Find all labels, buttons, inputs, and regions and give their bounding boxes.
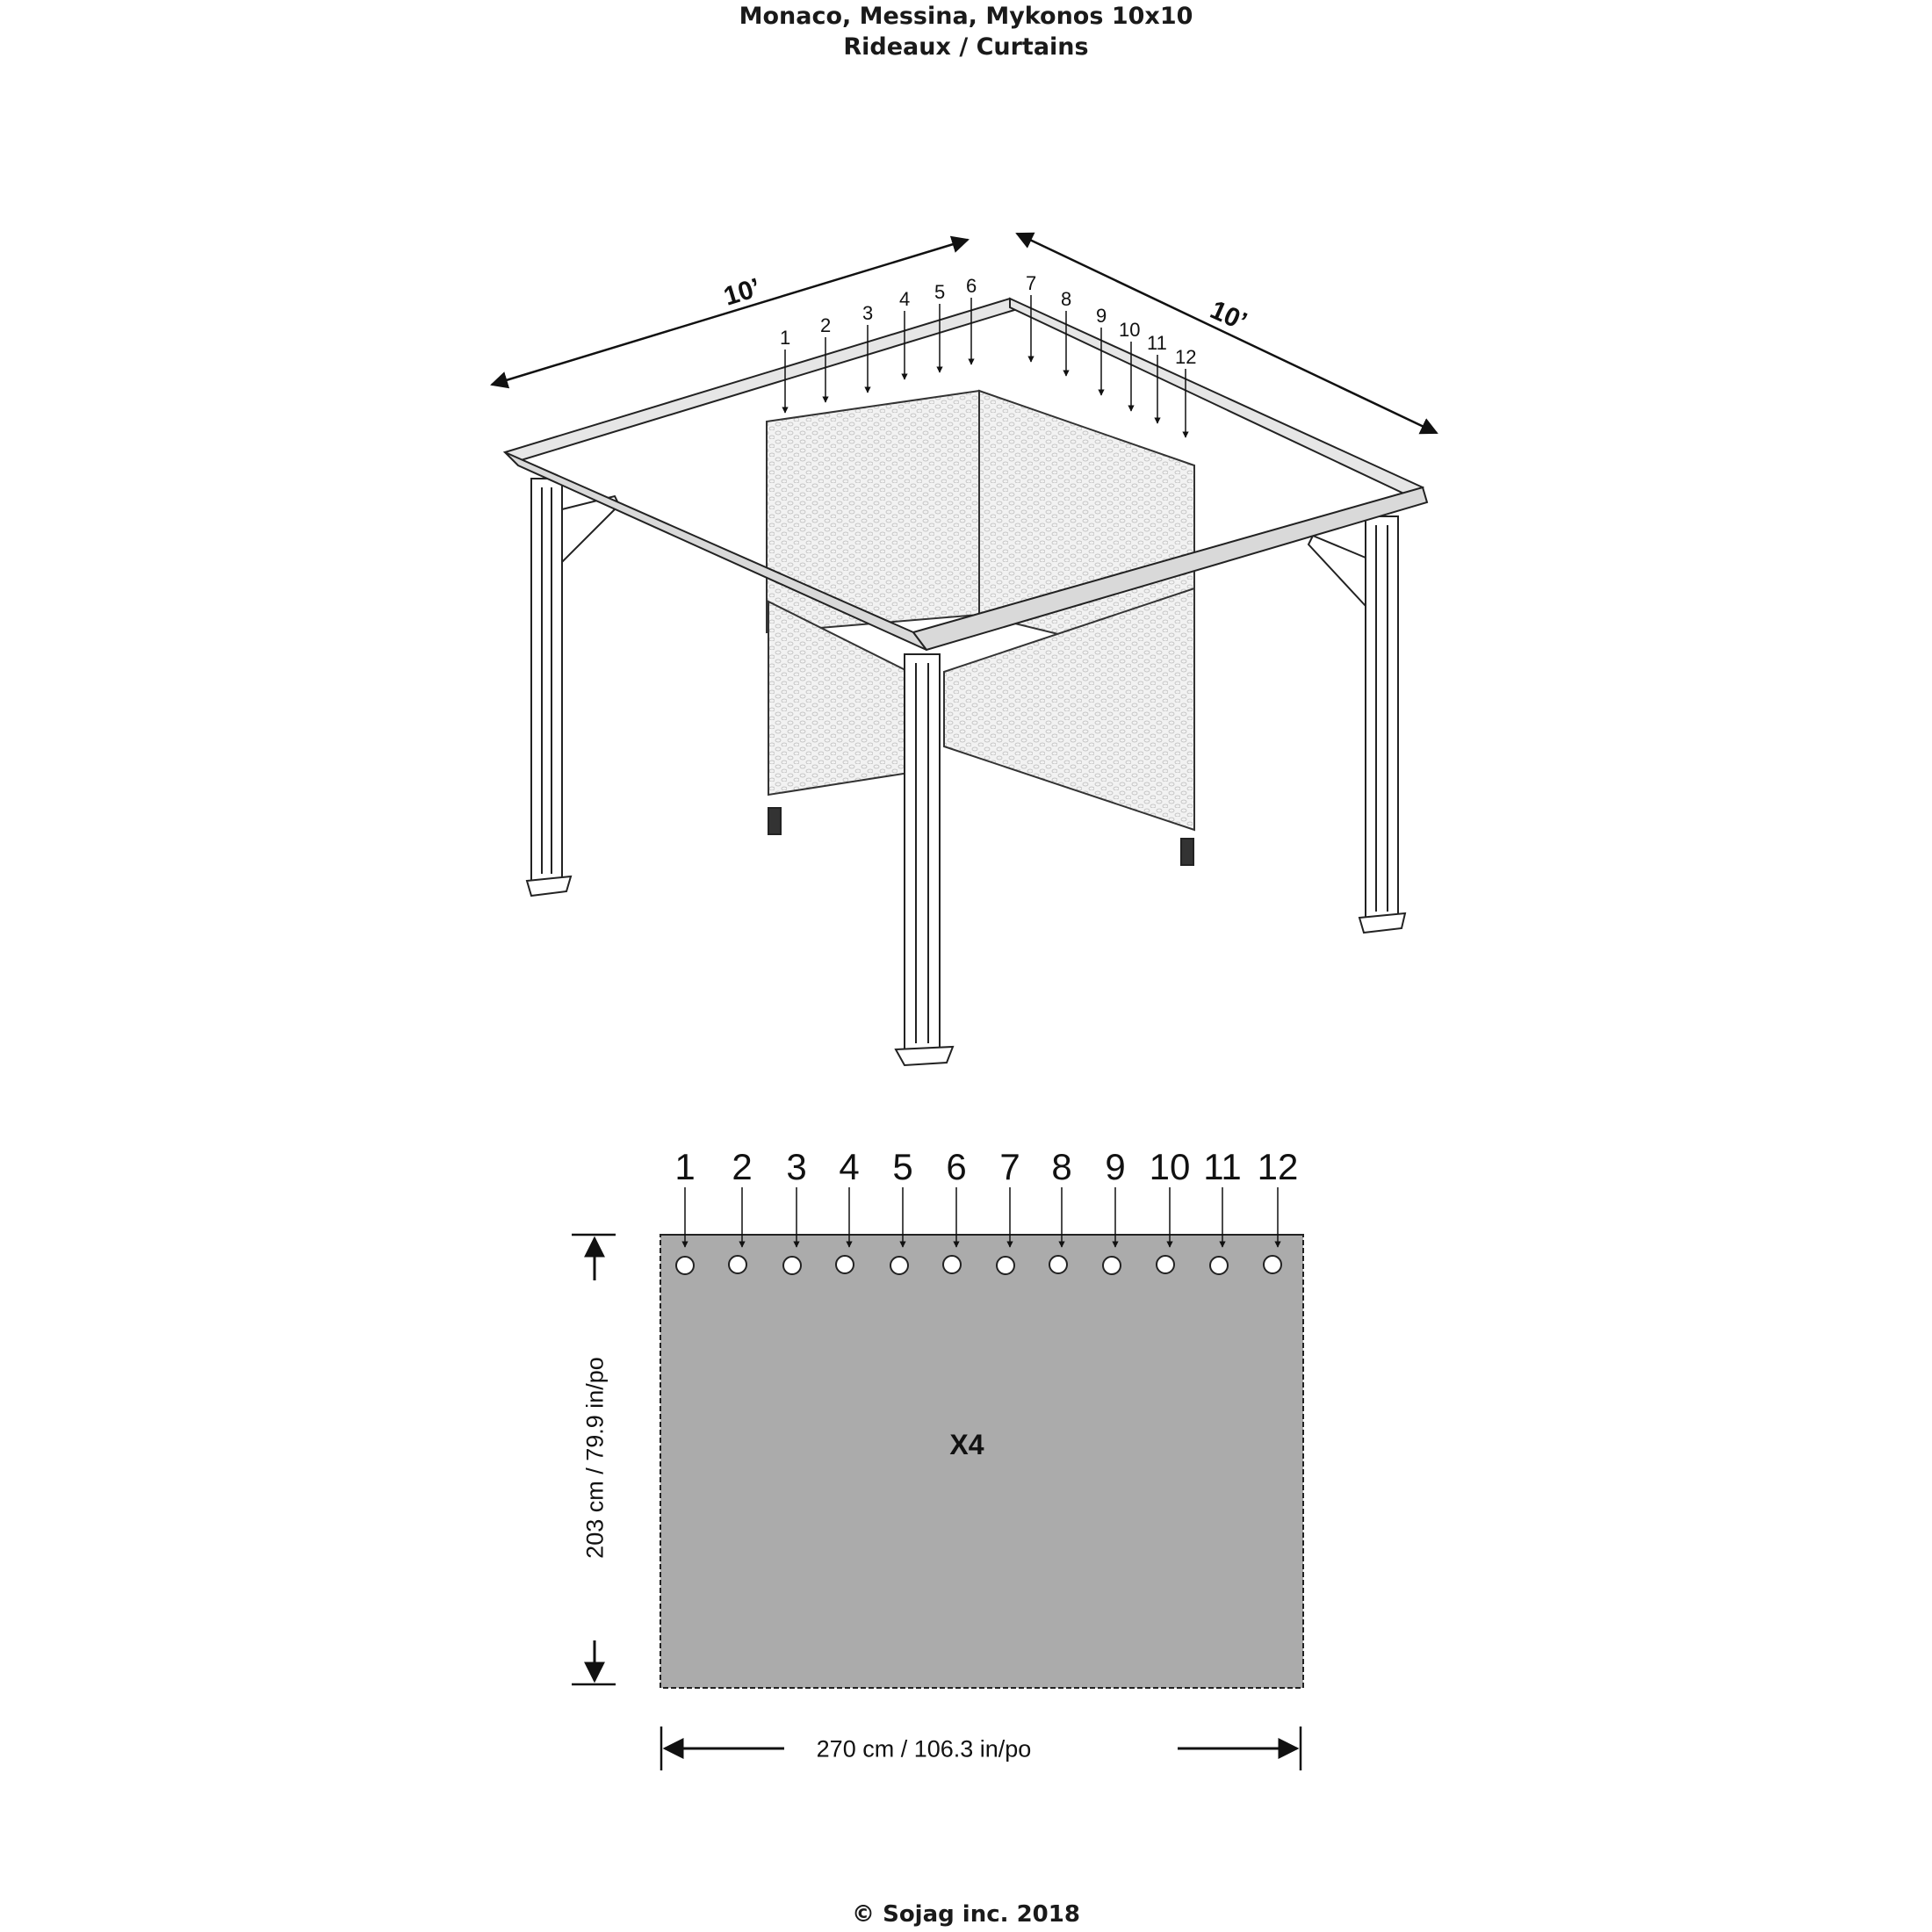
gazebo-hook-label: 1: [780, 327, 791, 349]
grommet-label: 8: [1051, 1146, 1072, 1187]
gazebo-frame: [505, 299, 1427, 1065]
curtain-quantity: X4: [949, 1429, 984, 1460]
curtain-grommet-labels: [674, 1146, 1298, 1187]
gazebo-hook-label: 9: [1096, 305, 1107, 327]
gazebo-hook-label: 8: [1061, 288, 1072, 310]
side-length-right-label: 10’: [1206, 295, 1251, 337]
grommet-label: 9: [1105, 1146, 1126, 1187]
grommet-label: 6: [946, 1146, 967, 1187]
grommet-label: 10: [1149, 1146, 1191, 1187]
curtain-panel: [660, 1235, 1303, 1688]
gazebo-hook-label: 2: [820, 314, 832, 336]
grommet: [1264, 1256, 1281, 1273]
grommet: [1103, 1257, 1121, 1274]
grommet: [1049, 1256, 1067, 1273]
grommet: [890, 1257, 908, 1274]
grommet-label: 7: [999, 1146, 1020, 1187]
grommet: [836, 1256, 854, 1273]
grommet: [1210, 1257, 1228, 1274]
grommet: [943, 1256, 961, 1273]
copyright-footer: © Sojag inc. 2018: [852, 1901, 1080, 1928]
grommet-label: 12: [1257, 1146, 1299, 1187]
grommet-label: 5: [892, 1146, 913, 1187]
gazebo-hook-label: 7: [1026, 272, 1037, 294]
gazebo-hook-label: 12: [1175, 346, 1197, 368]
grommet: [1157, 1256, 1174, 1273]
diagram-subtitle: Rideaux / Curtains: [843, 33, 1089, 61]
grommet-label: 4: [839, 1146, 860, 1187]
height-label: 203 cm / 79.9 in/po: [581, 1357, 609, 1559]
grommet: [729, 1256, 746, 1273]
width-label: 270 cm / 106.3 in/po: [816, 1735, 1032, 1763]
grommet: [676, 1257, 694, 1274]
gazebo-hook-label: 4: [899, 288, 911, 310]
grommet-label: 3: [786, 1146, 807, 1187]
gazebo-hook-label: 5: [934, 281, 946, 303]
gazebo-hook-label: 11: [1147, 332, 1167, 354]
grommet: [783, 1257, 801, 1274]
gazebo-hook-label: 6: [966, 275, 977, 297]
side-length-left-label: 10’: [720, 272, 764, 312]
gazebo-hook-label: 10: [1119, 319, 1141, 341]
gazebo-hook-label: 3: [862, 302, 874, 324]
diagram-title: Monaco, Messina, Mykonos 10x10: [739, 3, 1193, 30]
grommet-label: 11: [1203, 1146, 1242, 1187]
grommet: [997, 1257, 1014, 1274]
grommet-label: 1: [674, 1146, 696, 1187]
dimension-arrow-left: [492, 240, 968, 385]
grommet-label: 2: [732, 1146, 753, 1187]
